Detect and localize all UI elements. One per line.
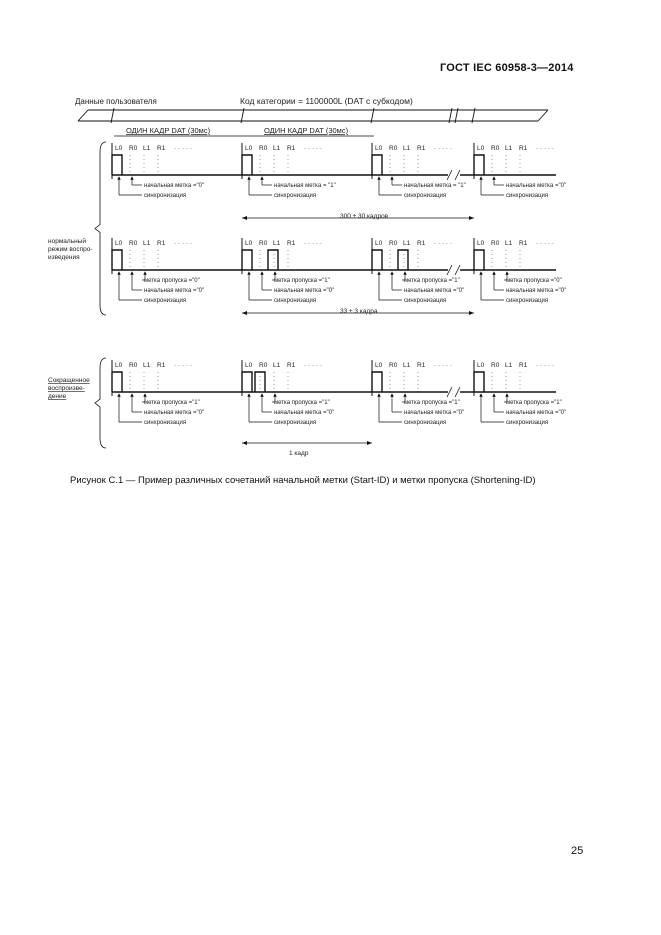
channel-label: L1 [403, 145, 411, 152]
channel-label: R0 [129, 240, 138, 247]
row-normal-start [112, 143, 566, 199]
span-label: 1 кадр [289, 450, 309, 457]
span-arrow [242, 441, 247, 445]
channel-label: R0 [259, 240, 268, 247]
channel-label: R1 [157, 240, 166, 247]
annotation-skip-mark-1: метка пропуска ="1" [404, 400, 460, 406]
frame-label: ОДИН КАДР DAT (30мс) [126, 126, 211, 135]
channel-label: R1 [157, 362, 166, 369]
annotation-sync: синхронизация [506, 193, 549, 199]
frame-unit [474, 238, 566, 304]
annotation-sync: синхронизация [404, 298, 447, 304]
channel-label: R1 [417, 145, 426, 152]
mode-label-normal: изведения [48, 254, 80, 261]
span-arrow [469, 311, 474, 315]
channel-label-dashes: · · · · · [304, 145, 323, 152]
mode-label-normal: режим воспро- [48, 246, 93, 253]
channel-label: R0 [491, 145, 500, 152]
annotation-start-mark-0: начальная метка ="0" [404, 410, 465, 416]
row-normal-skip [112, 238, 566, 304]
annotation-skip-mark-0: метка пропуска ="0" [506, 278, 562, 284]
frame-unit [112, 143, 204, 199]
annotation-skip-mark-1: метка пропуска ="1" [144, 400, 200, 406]
frame-unit [474, 360, 566, 426]
channel-label-dashes: · · · · · [434, 362, 453, 369]
channel-label: L1 [143, 145, 151, 152]
frame-unit [242, 360, 334, 426]
channel-label: R1 [417, 362, 426, 369]
channel-label: L0 [245, 362, 253, 369]
channel-label: R0 [491, 240, 500, 247]
frame-unit [112, 360, 204, 426]
channel-label: L0 [115, 145, 123, 152]
frame-unit [474, 143, 566, 199]
channel-label: R0 [129, 145, 138, 152]
annotation-skip-mark-1: метка пропуска ="1" [274, 400, 330, 406]
annotation-start-mark-1: начальная метка = "1" [404, 183, 466, 189]
annotation-skip-mark-0: метка пропуска ="0" [144, 278, 200, 284]
frame-unit [372, 238, 464, 304]
channel-label-dashes: · · · · · [536, 362, 555, 369]
pulse-l0 [112, 372, 122, 392]
channel-label: R1 [417, 240, 426, 247]
channel-label-dashes: · · · · · [536, 240, 555, 247]
annotation-start-mark-0: начальная метка ="0" [506, 288, 567, 294]
frame-unit [242, 238, 334, 304]
mode-label-normal: нормальный [48, 238, 86, 245]
annotation-skip-mark-1: метка пропуска ="1" [506, 400, 562, 406]
channel-label: R1 [519, 362, 528, 369]
row-shortened [112, 360, 566, 426]
pulse-l0 [112, 250, 122, 270]
channel-label-dashes: · · · · · [174, 145, 193, 152]
annotation-start-mark-0: начальная метка ="0" [274, 288, 335, 294]
channel-label-dashes: · · · · · [174, 362, 193, 369]
frame-unit [372, 360, 464, 426]
channel-label: L1 [273, 145, 281, 152]
frame-label: ОДИН КАДР DAT (30мс) [264, 126, 349, 135]
annotation-start-mark-1: начальная метка = "1" [274, 183, 336, 189]
pulse-l0 [112, 155, 122, 175]
break-mark [455, 170, 460, 180]
annotation-start-mark-0: начальная метка ="0" [506, 183, 567, 189]
annotation-skip-mark-1: метка пропуска ="1" [274, 278, 330, 284]
channel-label: L0 [115, 240, 123, 247]
channel-label: R1 [287, 240, 296, 247]
channel-label: L1 [143, 362, 151, 369]
mode-label-shortened: воспроизве- [48, 385, 85, 392]
frame-unit [112, 238, 204, 304]
annotation-sync: синхронизация [404, 420, 447, 426]
channel-label: L0 [115, 362, 123, 369]
channel-label-dashes: · · · · · [536, 145, 555, 152]
annotation-sync: синхронизация [274, 193, 317, 199]
annotation-start-mark-0: начальная метка ="0" [144, 183, 205, 189]
channel-label-dashes: · · · · · [304, 362, 323, 369]
annotation-sync: синхронизация [404, 193, 447, 199]
channel-label: R0 [259, 362, 268, 369]
channel-label: R1 [519, 145, 528, 152]
user-data-band [78, 108, 548, 123]
channel-label: R0 [389, 145, 398, 152]
figure-caption: Рисунок С.1 — Пример различных сочетаний начальной метки (Start-ID) и метки пропуска (Shortening-ID) [70, 475, 536, 486]
channel-label: L0 [375, 362, 383, 369]
channel-label: L1 [505, 145, 513, 152]
channel-label: L0 [375, 240, 383, 247]
span-label: 300 ± 30 кадров [340, 213, 389, 220]
break-mark [455, 265, 460, 275]
pulse-l0 [242, 250, 252, 270]
channel-label-dashes: · · · · · [434, 145, 453, 152]
pulse-l0 [474, 372, 484, 392]
channel-label: R0 [491, 362, 500, 369]
channel-label: L1 [403, 362, 411, 369]
annotation-start-mark-0: начальная метка ="0" [506, 410, 567, 416]
break-mark [455, 387, 460, 397]
channel-label: L0 [245, 145, 253, 152]
annotation-sync: синхронизация [274, 420, 317, 426]
frame-unit [242, 143, 336, 199]
channel-label: L1 [273, 240, 281, 247]
pulse-l0 [372, 155, 382, 175]
channel-label: L0 [375, 145, 383, 152]
channel-label-dashes: · · · · · [174, 240, 193, 247]
annotation-sync: синхронизация [144, 193, 187, 199]
pulse-l0 [474, 250, 484, 270]
channel-label: R0 [259, 145, 268, 152]
span-arrow [242, 311, 247, 315]
channel-label-dashes: · · · · · [304, 240, 323, 247]
pulse-l0 [474, 155, 484, 175]
annotation-start-mark-0: начальная метка ="0" [404, 288, 465, 294]
channel-label-dashes: · · · · · [434, 240, 453, 247]
channel-label: L0 [477, 145, 485, 152]
pulse-l1 [398, 250, 408, 270]
annotation-sync: синхронизация [506, 298, 549, 304]
annotation-sync: синхронизация [144, 420, 187, 426]
annotation-start-mark-0: начальная метка ="0" [144, 288, 205, 294]
mode-label-shortened: Сокращенное [48, 377, 90, 384]
channel-label: R1 [519, 240, 528, 247]
standard-header: ГОСТ IEC 60958-3—2014 [440, 62, 574, 74]
pulse-l0 [242, 155, 252, 175]
channel-label: L1 [273, 362, 281, 369]
annotation-sync: синхронизация [506, 420, 549, 426]
channel-label: R1 [287, 362, 296, 369]
span-arrow [469, 216, 474, 220]
pulse-l0 [372, 250, 382, 270]
channel-label: R0 [389, 240, 398, 247]
pulse-l0 [372, 372, 382, 392]
channel-label: R1 [157, 145, 166, 152]
span-arrow [367, 441, 372, 445]
user-data-label: Данные пользователя [75, 97, 157, 106]
channel-label: R1 [287, 145, 296, 152]
channel-label: L0 [477, 362, 485, 369]
channel-label: L1 [505, 362, 513, 369]
annotation-skip-mark-1: метка пропуска ="1" [404, 278, 460, 284]
page-number: 25 [571, 845, 584, 857]
channel-label: L1 [403, 240, 411, 247]
pulse-l0 [242, 372, 252, 392]
normal-mode-bracket [95, 142, 106, 315]
annotation-start-mark-0: начальная метка ="0" [144, 410, 205, 416]
channel-label: L1 [505, 240, 513, 247]
pulse-l1 [268, 250, 278, 270]
channel-label: L1 [143, 240, 151, 247]
shortened-mode-bracket [95, 358, 106, 448]
annotation-start-mark-0: начальная метка ="0" [274, 410, 335, 416]
mode-label-shortened: дение [48, 393, 67, 400]
annotation-sync: синхронизация [274, 298, 317, 304]
annotation-sync: синхронизация [144, 298, 187, 304]
channel-label: L0 [245, 240, 253, 247]
category-code-label: Код категории = 1100000L (DAT с субкодом) [240, 96, 413, 106]
channel-label: R0 [129, 362, 138, 369]
span-arrow [242, 216, 247, 220]
channel-label: R0 [389, 362, 398, 369]
span-label: 33 ± 3 кадра [340, 308, 378, 315]
channel-label: L0 [477, 240, 485, 247]
